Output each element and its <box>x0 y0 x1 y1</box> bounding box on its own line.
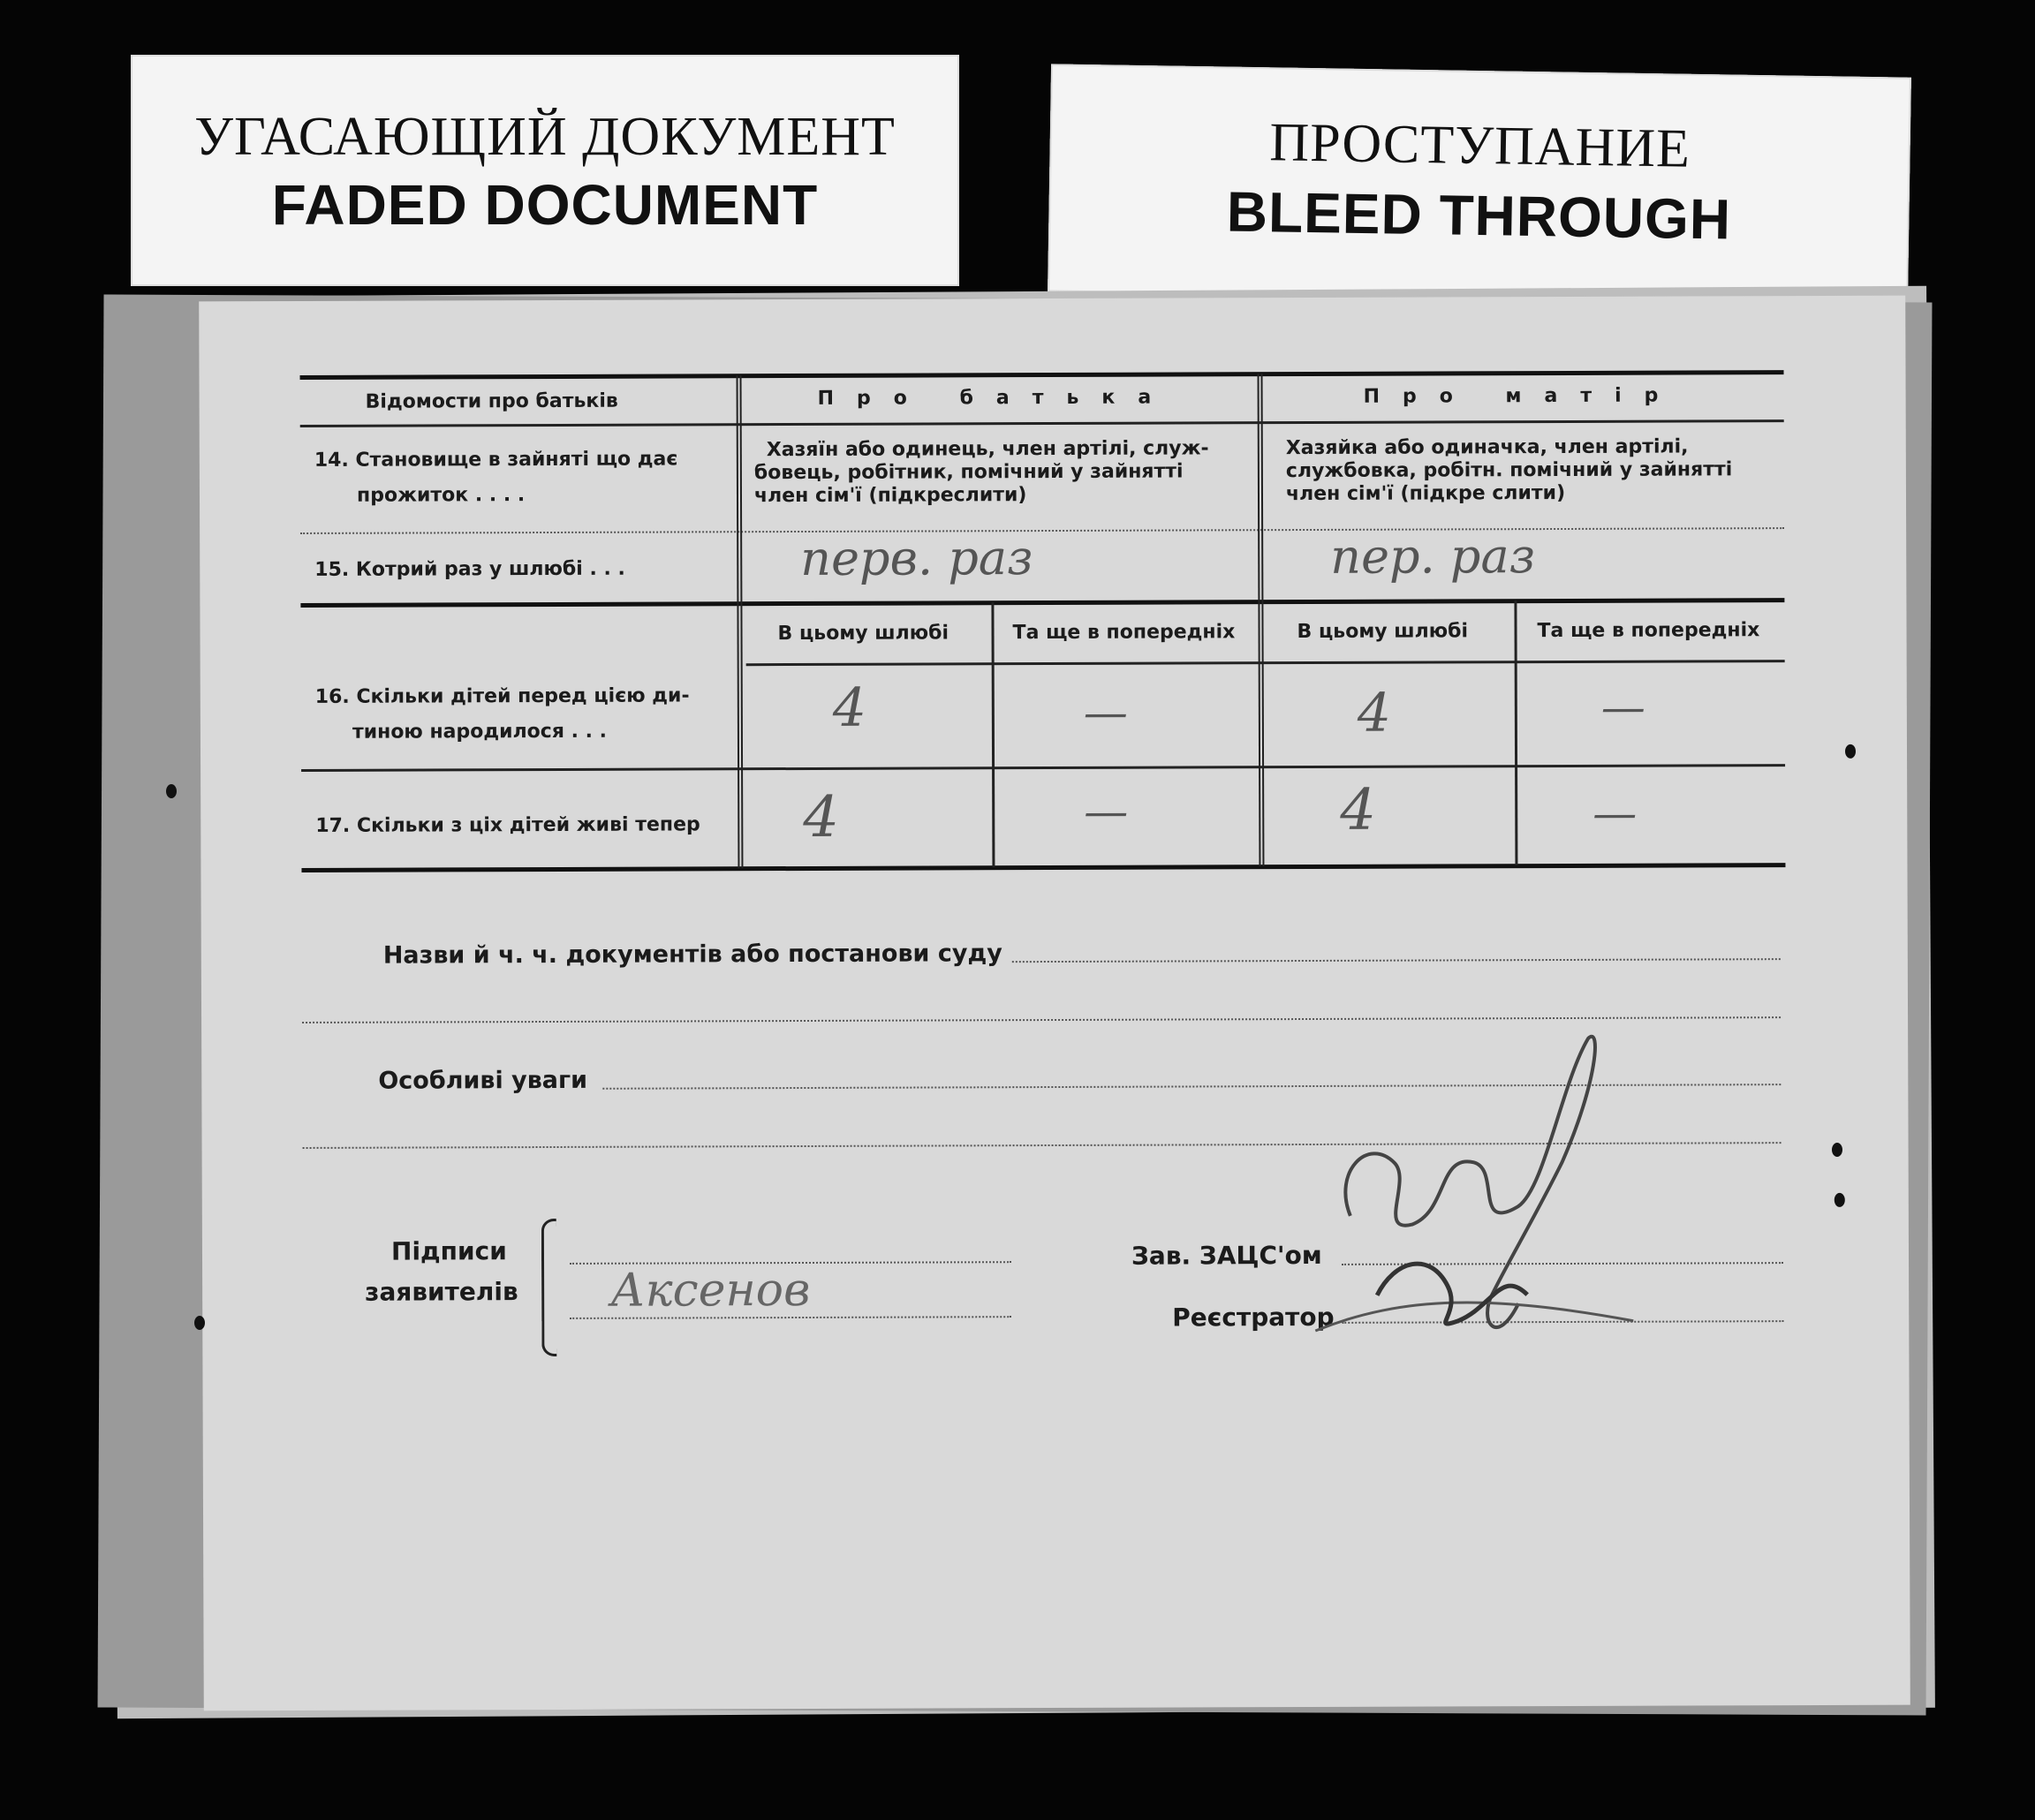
signatures-brace <box>541 1219 557 1356</box>
documents-label: Назви й ч. ч. документів або постанови суду <box>382 940 1002 970</box>
row14-mother-line2: службовка, робітн. помічний у зайнятті <box>1285 458 1733 483</box>
subheader-rule <box>746 660 1785 666</box>
row16-mother-this-value: 4 <box>1357 682 1392 744</box>
row16-father-this-value: 4 <box>832 676 867 739</box>
card-left-english-title: FADED DOCUMENT <box>271 173 819 237</box>
subheader-mother-previous: Та ще в попередніх <box>1537 619 1760 643</box>
table-top-rule <box>300 370 1784 380</box>
row16-label-line2: тиною народилося . . . <box>352 720 608 744</box>
punch-hole <box>1845 744 1856 759</box>
registrar-label: Реєстратор <box>1172 1302 1335 1333</box>
punch-hole <box>1832 1143 1842 1157</box>
row14-father-line3: член сім'ї (підкреслити) <box>753 484 1027 508</box>
signatures-label-line2: заявителів <box>365 1277 518 1307</box>
bleed-through-card <box>1048 64 1911 305</box>
row15-rule <box>300 598 1784 608</box>
documents-line-2 <box>302 1016 1781 1023</box>
registry-form-page <box>199 296 1910 1711</box>
punch-hole <box>166 784 177 798</box>
table-divider-father-sub <box>991 602 995 867</box>
applicant-signature: Аксенов <box>610 1263 811 1318</box>
subheader-mother-this: В цьому шлюбі <box>1297 620 1469 644</box>
row15-father-handwriting: перв. раз <box>800 530 1033 587</box>
column-header-father: Про батька <box>817 386 1175 410</box>
table-divider-parents <box>1258 374 1265 866</box>
row14-label-line2: прожиток . . . . <box>356 484 526 507</box>
official-signature-scribble <box>1297 1030 1668 1401</box>
card-right-english-title: BLEED THROUGH <box>1226 179 1732 252</box>
row17-label: 17. Скільки з ціх дітей живі тепер <box>315 813 700 837</box>
documents-line <box>1012 958 1781 963</box>
row16-label-line1: 16. Скільки дітей перед цією ди- <box>314 684 690 708</box>
row16-mother-previous-value: — <box>1600 681 1645 733</box>
table-bottom-rule <box>301 863 1785 872</box>
row16-rule <box>301 764 1785 772</box>
row14-mother-line1: Хазяйка або одиначка, член артілі, <box>1285 435 1689 460</box>
card-right-russian-title: ПРОСТУПАНИЕ <box>1268 112 1691 179</box>
row16-father-previous-value: — <box>1083 686 1128 738</box>
head-of-office-label: Зав. ЗАЦС'ом <box>1131 1240 1322 1271</box>
table-header-rule <box>300 419 1784 427</box>
faded-document-card <box>131 55 959 286</box>
card-left-russian-title: УГАСАЮЩИЙ ДОКУМЕНТ <box>194 107 896 167</box>
row14-mother-line3: член сім'ї (підкре слити) <box>1285 481 1566 506</box>
row17-mother-previous-value: — <box>1592 787 1638 839</box>
subheader-father-previous: Та ще в попередніх <box>1012 621 1236 645</box>
subheader-father-this: В цьому шлюбі <box>777 622 949 646</box>
column-header-info: Відомости про батьків <box>365 389 618 413</box>
row14-rule <box>300 527 1784 534</box>
row17-mother-this-value: 4 <box>1340 777 1377 843</box>
row17-father-previous-value: — <box>1084 785 1129 837</box>
notes-label: Особливі уваги <box>378 1066 588 1095</box>
table-divider-mother-sub <box>1514 600 1517 865</box>
row15-label: 15. Котрий раз у шлюбі . . . <box>314 557 625 581</box>
row17-father-this-value: 4 <box>803 784 840 850</box>
punch-hole <box>1835 1193 1845 1207</box>
row14-father-line2: бовець, робітник, помічний у зайнятті <box>753 460 1184 485</box>
row14-label-line1: 14. Становище в зайняті що дає <box>314 448 678 472</box>
table-divider-info <box>737 375 744 868</box>
signatures-label-line1: Підписи <box>390 1236 507 1266</box>
row15-mother-handwriting: пер. раз <box>1330 528 1536 585</box>
row14-father-line1: Хазяїн або одинець, член артілі, служ- <box>766 437 1209 462</box>
punch-hole <box>194 1316 205 1330</box>
column-header-mother: Про матір <box>1363 384 1682 408</box>
